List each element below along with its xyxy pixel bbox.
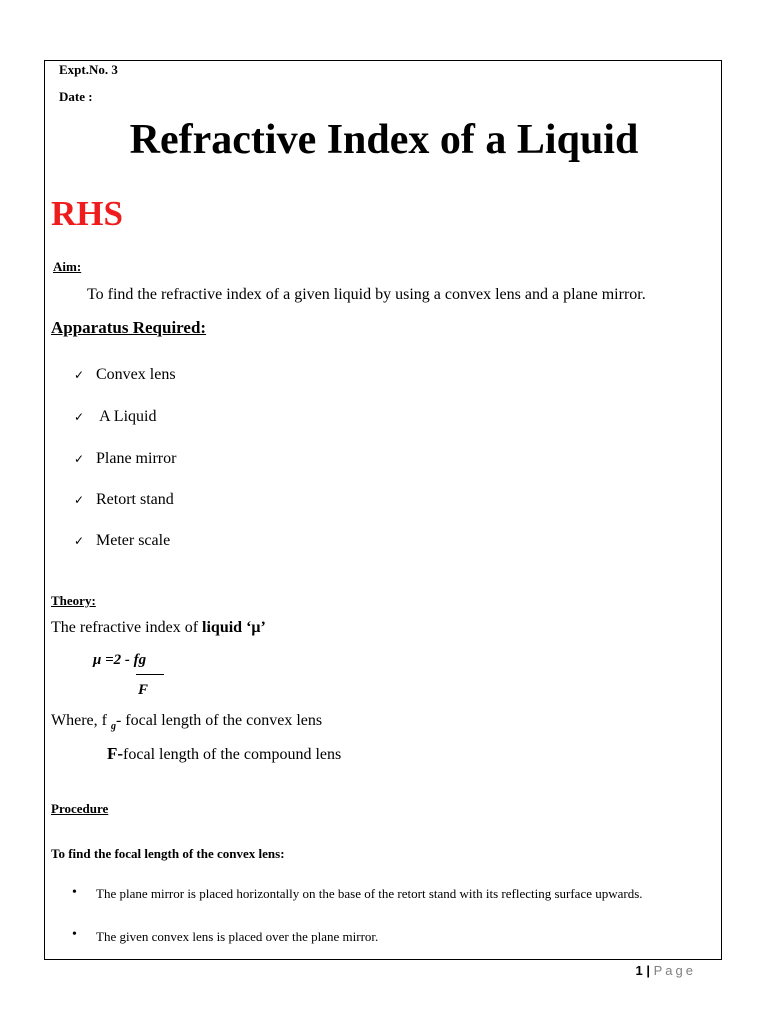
bullet-icon: •	[72, 885, 77, 900]
procedure-subheading: To find the focal length of the convex lens:	[51, 846, 285, 861]
apparatus-item	[74, 366, 176, 384]
formula-denominator: F	[138, 682, 149, 698]
procedure-step: The given convex lens is placed over the plane mirror.	[96, 929, 379, 944]
check-icon: ✓	[74, 534, 85, 548]
page-footer	[636, 963, 697, 978]
apparatus-item-label: Convex lens	[96, 366, 176, 383]
aim-text: To find the refractive index of a given liquid by using a convex lens and a plane mirror.	[87, 286, 646, 303]
check-icon: ✓	[74, 410, 85, 424]
F-label: F-	[107, 744, 124, 763]
apparatus-item	[74, 408, 156, 426]
formula-numerator: μ =2 - fg	[93, 652, 147, 668]
page-frame	[44, 60, 722, 960]
apparatus-heading: Apparatus Required:	[51, 318, 207, 337]
where-prefix: Where, f	[51, 712, 111, 729]
rhs-mark: RHS	[51, 194, 123, 233]
apparatus-item	[74, 450, 176, 468]
theory-intro-symbol: liquid ‘μ’	[202, 619, 266, 636]
page-word: Page	[653, 963, 696, 978]
where-definition: - focal length of the convex lens	[115, 712, 323, 729]
aim-heading: Aim:	[53, 259, 82, 274]
check-icon: ✓	[74, 452, 85, 466]
apparatus-item	[74, 532, 170, 550]
theory-heading: Theory:	[51, 593, 96, 608]
theory-intro	[51, 619, 266, 637]
footer-separator: |	[646, 963, 650, 978]
check-icon: ✓	[74, 368, 85, 382]
apparatus-item-label: A Liquid	[96, 408, 157, 425]
apparatus-item-label: Plane mirror	[96, 450, 177, 467]
fraction-bar	[136, 674, 164, 675]
F-definition: focal length of the compound lens	[123, 746, 342, 763]
apparatus-item	[74, 491, 174, 509]
apparatus-item-label: Retort stand	[96, 491, 174, 508]
procedure-heading: Procedure	[51, 801, 109, 816]
where-line	[51, 712, 322, 732]
date-label: Date :	[59, 89, 93, 104]
expt-number: Expt.No. 3	[59, 62, 118, 77]
page-title: Refractive Index of a Liquid	[129, 117, 639, 163]
theory-intro-text: The refractive index of	[51, 619, 203, 636]
F-definition-line	[107, 744, 341, 764]
where-subscript: g	[110, 721, 116, 733]
procedure-step: The plane mirror is placed horizontally on the base of the retort stand with its reflecting surface upwards.	[96, 886, 643, 901]
check-icon: ✓	[74, 493, 85, 507]
bullet-icon: •	[72, 927, 77, 942]
page-number: 1	[635, 963, 643, 978]
apparatus-item-label: Meter scale	[96, 532, 171, 549]
